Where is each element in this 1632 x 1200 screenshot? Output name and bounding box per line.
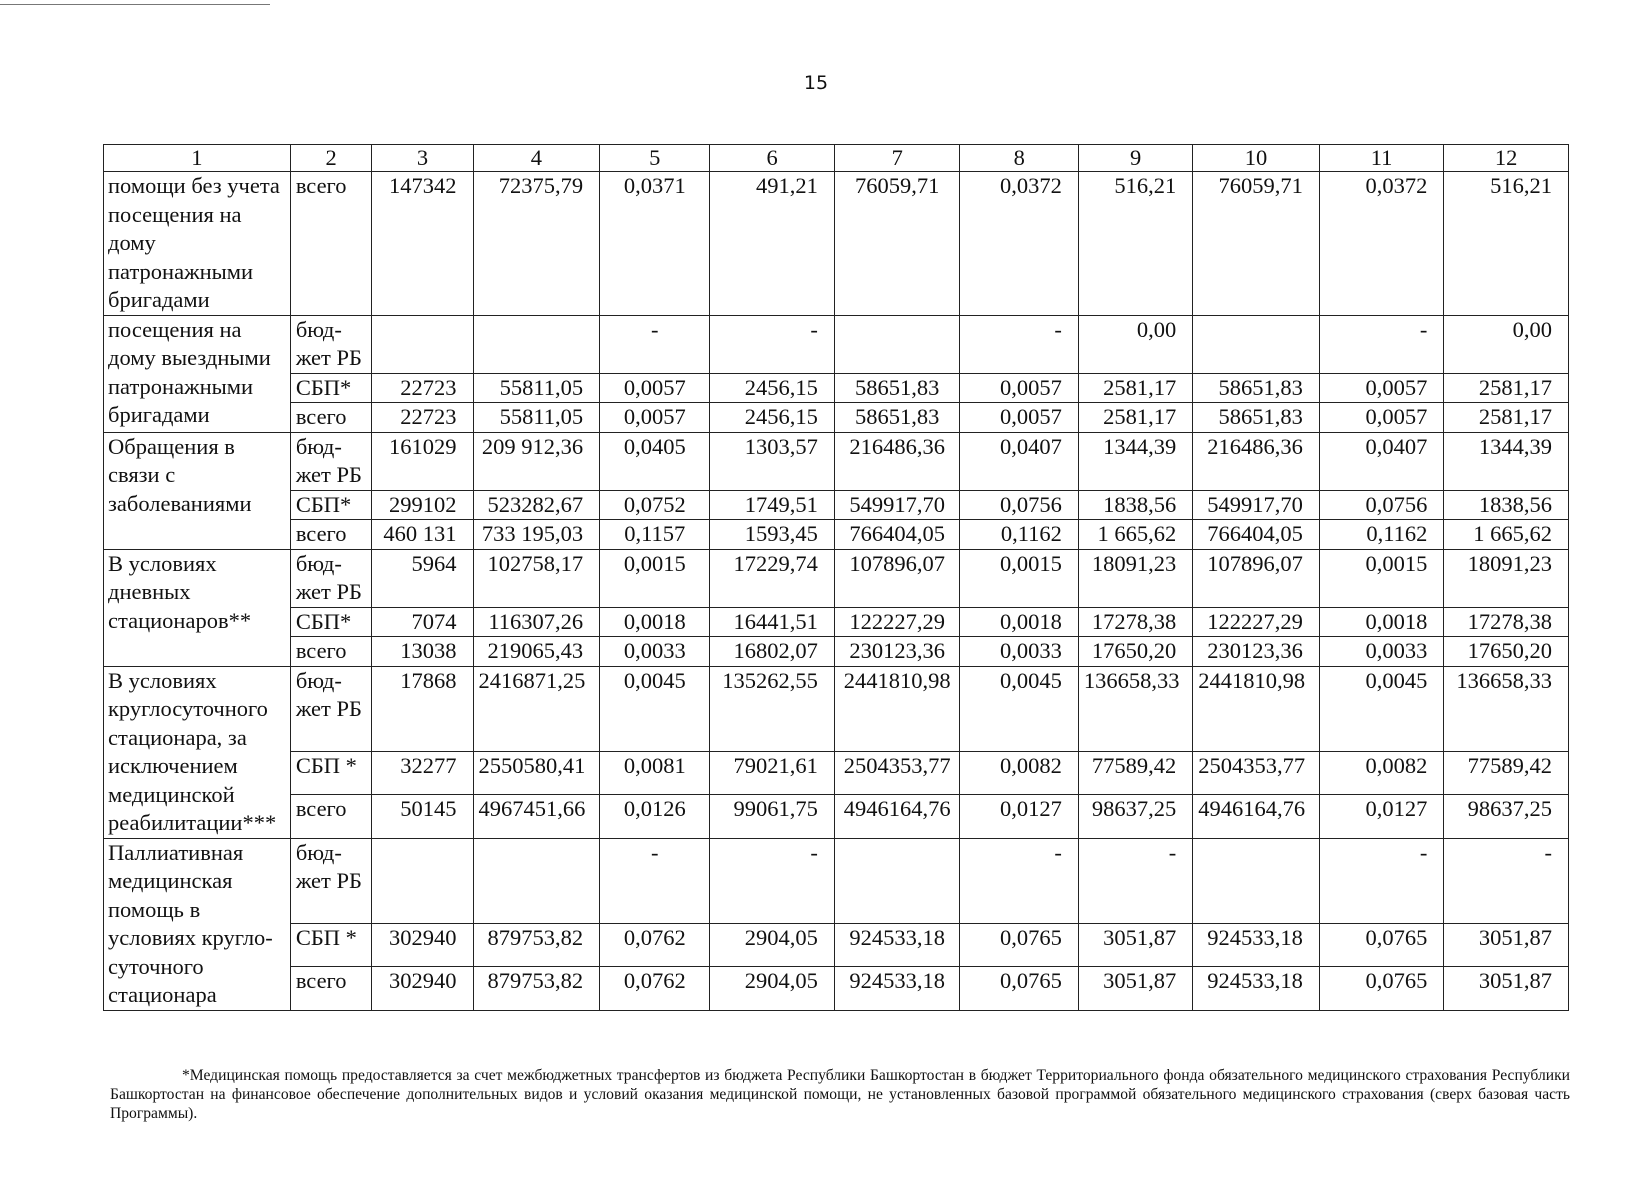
value-cell: 107896,07 [834,549,960,607]
value-cell: 18091,23 [1078,549,1192,607]
value-cell: 2581,17 [1444,403,1569,433]
value-cell: 32277 [372,751,473,794]
value-cell: 3051,87 [1444,923,1569,966]
value-cell: - [1319,315,1444,373]
value-cell: 230123,36 [834,637,960,667]
value-cell: 22723 [372,373,473,403]
column-number-8: 8 [960,145,1078,172]
value-cell: 766404,05 [834,520,960,550]
row-group-label: В условиях круглосуточного стационара, за исключением медицинской реабилитации*** [104,666,291,838]
value-cell: 2456,15 [710,373,835,403]
value-cell: 0,0015 [960,549,1078,607]
value-cell: - [600,838,710,923]
value-cell: 0,0127 [960,795,1078,838]
value-cell: 523282,67 [473,490,600,520]
value-cell: 0,0765 [960,923,1078,966]
value-cell: 2416871,25 [473,666,600,751]
value-cell: 879753,82 [473,967,600,1010]
value-cell: 0,1162 [1319,520,1444,550]
value-cell [1193,838,1320,923]
value-cell: 0,0372 [1319,172,1444,316]
value-cell: 122227,29 [1193,607,1320,637]
value-cell: 17650,20 [1444,637,1569,667]
value-cell [473,838,600,923]
value-cell: 924533,18 [1193,923,1320,966]
value-cell: 0,0045 [960,666,1078,751]
value-cell: 0,00 [1078,315,1192,373]
value-cell: 0,0752 [600,490,710,520]
value-cell: 230123,36 [1193,637,1320,667]
value-cell: 2550580,41 [473,751,600,794]
value-cell: 1749,51 [710,490,835,520]
value-cell: 0,0082 [1319,751,1444,794]
funding-source: всего [290,520,372,550]
value-cell: 98637,25 [1078,795,1192,838]
value-cell: 16441,51 [710,607,835,637]
value-cell: 107896,07 [1193,549,1320,607]
value-cell: 0,0015 [600,549,710,607]
value-cell: 2456,15 [710,403,835,433]
table-row [104,751,1569,794]
value-cell: 0,0407 [1319,432,1444,490]
value-cell: 0,1162 [960,520,1078,550]
value-cell [834,838,960,923]
column-number-10: 10 [1193,145,1320,172]
value-cell: 0,0371 [600,172,710,316]
value-cell: 1 665,62 [1078,520,1192,550]
value-cell: 219065,43 [473,637,600,667]
value-cell: 136658,33 [1078,666,1192,751]
column-number-4: 4 [473,145,600,172]
value-cell: 135262,55 [710,666,835,751]
value-cell: 0,0057 [1319,373,1444,403]
value-cell: - [1078,838,1192,923]
table-row [104,172,1569,316]
value-cell: 18091,23 [1444,549,1569,607]
value-cell: 58651,83 [834,373,960,403]
column-number-7: 7 [834,145,960,172]
table-row [104,666,1569,751]
value-cell: 22723 [372,403,473,433]
value-cell: 2904,05 [710,923,835,966]
value-cell: 3051,87 [1444,967,1569,1010]
value-cell: 0,0033 [1319,637,1444,667]
value-cell: 879753,82 [473,923,600,966]
table-row [104,315,1569,373]
value-cell: 3051,87 [1078,923,1192,966]
table-row [104,637,1569,667]
funding-source: всего [290,403,372,433]
value-cell: 549917,70 [1193,490,1320,520]
value-cell: 299102 [372,490,473,520]
column-number-2: 2 [290,145,372,172]
value-cell: - [960,838,1078,923]
value-cell: 2504353,77 [1193,751,1320,794]
value-cell: 1 665,62 [1444,520,1569,550]
value-cell: - [710,838,835,923]
value-cell: - [1444,838,1569,923]
value-cell [473,315,600,373]
value-cell: 50145 [372,795,473,838]
value-cell: 924533,18 [834,923,960,966]
funding-source: СБП * [290,751,372,794]
value-cell: 0,0018 [960,607,1078,637]
funding-source: бюд-жет РБ [290,315,372,373]
value-cell: - [600,315,710,373]
value-cell: 216486,36 [1193,432,1320,490]
footnote-text: *Медицинская помощь предоставляется за счет межбюджетных трансфертов из бюджета Республики Башкортостан в бюджет Территориального фонда обязательного медицинского страхования Республики Башкортостан на финансовое обеспечение дополнительных видов и условий оказания медицинской помощи, не установленных базовой программой обязательного медицинского страхования (сверх базовая часть Программы). [110,1067,1570,1122]
value-cell: 0,0405 [600,432,710,490]
value-cell: 766404,05 [1193,520,1320,550]
value-cell: 147342 [372,172,473,316]
value-cell: 16802,07 [710,637,835,667]
value-cell: 0,0081 [600,751,710,794]
value-cell: 209 912,36 [473,432,600,490]
funding-source: бюд-жет РБ [290,549,372,607]
value-cell: 1344,39 [1078,432,1192,490]
table-row [104,549,1569,607]
value-cell: 0,00 [1444,315,1569,373]
value-cell: 0,0765 [1319,923,1444,966]
value-cell: 0,0756 [960,490,1078,520]
value-cell: 0,0045 [600,666,710,751]
value-cell [834,315,960,373]
value-cell: 0,0057 [1319,403,1444,433]
value-cell: 0,0018 [600,607,710,637]
value-cell: 2581,17 [1444,373,1569,403]
row-group-label: Обращения в связи с заболеваниями [104,432,291,549]
value-cell: 2441810,98 [834,666,960,751]
footnote [110,1066,1570,1123]
value-cell: 302940 [372,923,473,966]
value-cell: 161029 [372,432,473,490]
data-table [103,144,1569,1011]
value-cell: 102758,17 [473,549,600,607]
value-cell: 0,0018 [1319,607,1444,637]
table-row [104,923,1569,966]
value-cell: 17868 [372,666,473,751]
page-number: 15 [803,72,829,94]
column-number-1: 1 [104,145,291,172]
column-number-6: 6 [710,145,835,172]
row-group-label: Паллиативная медицинская помощь в условиях кругло-суточного стационара [104,838,291,1010]
value-cell: 0,1157 [600,520,710,550]
value-cell: 7074 [372,607,473,637]
value-cell: 17278,38 [1444,607,1569,637]
value-cell: 2504353,77 [834,751,960,794]
header-row [104,145,1569,172]
value-cell: - [710,315,835,373]
value-cell: 2581,17 [1078,403,1192,433]
value-cell: 77589,42 [1444,751,1569,794]
row-group-label: помощи без учета посещения на дому патронажными бригадами [104,172,291,316]
table-row [104,520,1569,550]
funding-source: СБП* [290,373,372,403]
value-cell: 1344,39 [1444,432,1569,490]
value-cell: 13038 [372,637,473,667]
value-cell: 58651,83 [1193,373,1320,403]
value-cell: 79021,61 [710,751,835,794]
value-cell: 2581,17 [1078,373,1192,403]
column-number-9: 9 [1078,145,1192,172]
value-cell: 98637,25 [1444,795,1569,838]
value-cell: 17278,38 [1078,607,1192,637]
value-cell: 55811,05 [473,373,600,403]
funding-source: СБП* [290,490,372,520]
value-cell [372,315,473,373]
value-cell: 99061,75 [710,795,835,838]
value-cell: 122227,29 [834,607,960,637]
top-rule [0,4,270,5]
value-cell: 0,0765 [1319,967,1444,1010]
value-cell: 0,0057 [960,373,1078,403]
value-cell: 136658,33 [1444,666,1569,751]
value-cell: 58651,83 [834,403,960,433]
table-row [104,607,1569,637]
column-number-11: 11 [1319,145,1444,172]
value-cell: 0,0057 [600,373,710,403]
table-row [104,403,1569,433]
value-cell: 0,0407 [960,432,1078,490]
value-cell: 17650,20 [1078,637,1192,667]
funding-source: бюд-жет РБ [290,432,372,490]
value-cell: 549917,70 [834,490,960,520]
funding-source: СБП * [290,923,372,966]
column-number-12: 12 [1444,145,1569,172]
row-group-label: посещения на дому выездными патронажными бригадами [104,315,291,432]
value-cell: 55811,05 [473,403,600,433]
value-cell: 0,0756 [1319,490,1444,520]
value-cell: 4946164,76 [1193,795,1320,838]
value-cell: 0,0126 [600,795,710,838]
row-group-label: В условиях дневных стационаров** [104,549,291,666]
column-number-5: 5 [600,145,710,172]
table-row [104,838,1569,923]
value-cell: 0,0127 [1319,795,1444,838]
value-cell: 0,0082 [960,751,1078,794]
value-cell: 516,21 [1444,172,1569,316]
value-cell: 0,0762 [600,967,710,1010]
table-row [104,795,1569,838]
funding-source: всего [290,172,372,316]
table-row [104,490,1569,520]
funding-source: бюд-жет РБ [290,838,372,923]
value-cell: 0,0057 [600,403,710,433]
value-cell [1193,315,1320,373]
value-cell: 0,0372 [960,172,1078,316]
value-cell: 491,21 [710,172,835,316]
value-cell: 0,0033 [960,637,1078,667]
value-cell: 0,0015 [1319,549,1444,607]
value-cell: 0,0762 [600,923,710,966]
funding-source: бюд-жет РБ [290,666,372,751]
value-cell: 0,0765 [960,967,1078,1010]
value-cell: 1593,45 [710,520,835,550]
value-cell: 216486,36 [834,432,960,490]
value-cell: - [1319,838,1444,923]
value-cell: 924533,18 [1193,967,1320,1010]
value-cell: 924533,18 [834,967,960,1010]
value-cell: 733 195,03 [473,520,600,550]
value-cell: 1838,56 [1444,490,1569,520]
value-cell: 4967451,66 [473,795,600,838]
value-cell: 0,0033 [600,637,710,667]
table-row [104,432,1569,490]
value-cell: 76059,71 [834,172,960,316]
value-cell: 76059,71 [1193,172,1320,316]
value-cell [372,838,473,923]
value-cell: 1838,56 [1078,490,1192,520]
table-row [104,967,1569,1010]
value-cell: 302940 [372,967,473,1010]
value-cell: 4946164,76 [834,795,960,838]
value-cell: - [960,315,1078,373]
value-cell: 2441810,98 [1193,666,1320,751]
value-cell: 0,0057 [960,403,1078,433]
value-cell: 72375,79 [473,172,600,316]
funding-source: СБП* [290,607,372,637]
funding-source: всего [290,967,372,1010]
table-row [104,373,1569,403]
value-cell: 5964 [372,549,473,607]
value-cell: 460 131 [372,520,473,550]
column-number-3: 3 [372,145,473,172]
funding-source: всего [290,795,372,838]
value-cell: 0,0045 [1319,666,1444,751]
value-cell: 516,21 [1078,172,1192,316]
value-cell: 116307,26 [473,607,600,637]
value-cell: 3051,87 [1078,967,1192,1010]
value-cell: 77589,42 [1078,751,1192,794]
funding-source: всего [290,637,372,667]
value-cell: 1303,57 [710,432,835,490]
value-cell: 58651,83 [1193,403,1320,433]
value-cell: 17229,74 [710,549,835,607]
value-cell: 2904,05 [710,967,835,1010]
